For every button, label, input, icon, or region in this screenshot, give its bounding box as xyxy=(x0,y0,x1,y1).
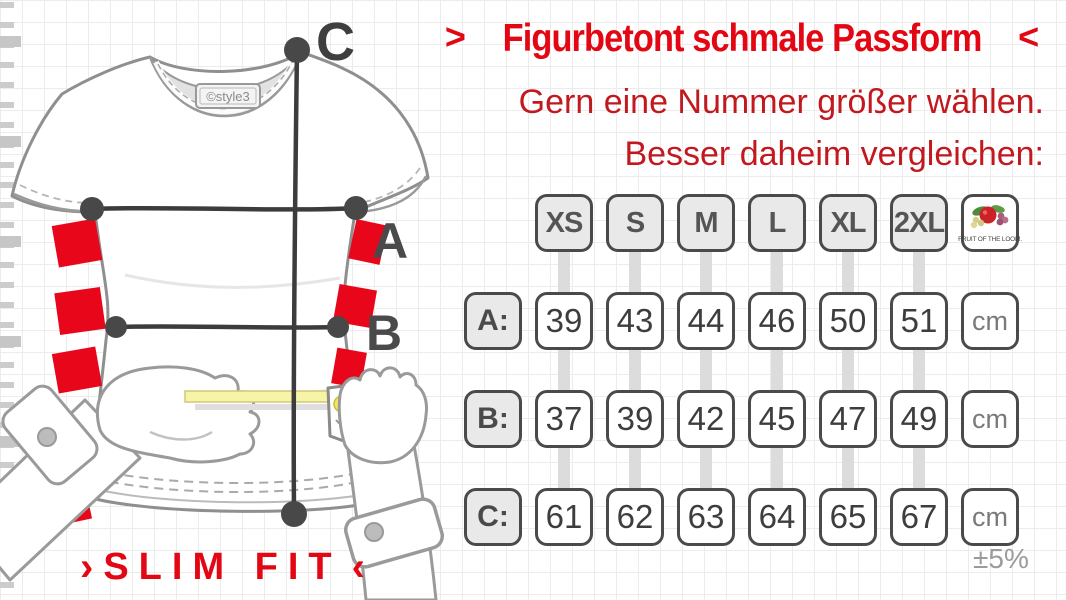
page-title xyxy=(420,16,1064,61)
cell-c-2xl: 67 xyxy=(890,488,948,546)
measure-label-c: C xyxy=(316,12,355,72)
cell-b-l: 45 xyxy=(748,390,806,448)
slim-fit-chevron-right: ‹ xyxy=(351,545,365,589)
dot-a-right xyxy=(344,196,368,220)
fruit-of-the-loom-logo xyxy=(958,194,1022,252)
unit-c: cm xyxy=(961,488,1019,546)
size-header-2xl: 2XL xyxy=(890,194,948,252)
column-connector xyxy=(771,223,783,517)
size-header-s: S xyxy=(606,194,664,252)
cell-a-xs: 39 xyxy=(535,292,593,350)
fruit-logo-text: FRUIT OF THE LOOM. xyxy=(958,236,1022,243)
cell-a-2xl: 51 xyxy=(890,292,948,350)
left-fist xyxy=(97,367,259,462)
cell-c-l: 64 xyxy=(748,488,806,546)
right-fist xyxy=(339,368,426,463)
cell-b-m: 42 xyxy=(677,390,735,448)
left-cuff-button xyxy=(38,428,56,446)
row-label-a: A: xyxy=(464,292,522,350)
unit-a: cm xyxy=(961,292,1019,350)
red-marker xyxy=(52,346,102,393)
subheading-line1: Gern eine Nummer größer wählen. xyxy=(518,83,1044,121)
cell-c-xs: 61 xyxy=(535,488,593,546)
cell-a-l: 46 xyxy=(748,292,806,350)
red-marker xyxy=(52,218,103,267)
row-label-c: C: xyxy=(464,488,522,546)
slim-fit-chevron-left: › xyxy=(80,545,94,589)
cell-a-s: 43 xyxy=(606,292,664,350)
size-table xyxy=(464,194,1022,546)
cell-b-xl: 47 xyxy=(819,390,877,448)
tape-strip xyxy=(185,391,345,402)
dot-b-right xyxy=(327,316,349,338)
title-chevron-left: > xyxy=(444,16,466,57)
cell-b-2xl: 49 xyxy=(890,390,948,448)
collar-tag-text: ©style3 xyxy=(206,89,250,104)
table-corner-empty xyxy=(464,194,522,252)
cell-a-xl: 50 xyxy=(819,292,877,350)
measure-line-b xyxy=(116,326,338,327)
cell-c-xl: 65 xyxy=(819,488,877,546)
measure-label-b: B xyxy=(366,305,403,361)
column-connector xyxy=(629,223,641,517)
cell-a-m: 44 xyxy=(677,292,735,350)
column-connector xyxy=(842,223,854,517)
column-connector xyxy=(700,223,712,517)
unit-b: cm xyxy=(961,390,1019,448)
size-header-xs: XS xyxy=(535,194,593,252)
dot-c-top xyxy=(284,37,310,63)
subheading-line2: Besser daheim vergleichen: xyxy=(624,135,1044,173)
measure-label-a: A xyxy=(372,213,409,269)
column-connector xyxy=(913,223,925,517)
cell-c-m: 63 xyxy=(677,488,735,546)
row-label-b: B: xyxy=(464,390,522,448)
cell-b-s: 39 xyxy=(606,390,664,448)
slim-fit-text: SLIM FIT xyxy=(103,546,342,588)
tolerance-note: ±5% xyxy=(973,543,1029,574)
dot-b-left xyxy=(105,316,127,338)
size-header-xl: XL xyxy=(819,194,877,252)
title-text: Figurbetont schmale Passform xyxy=(502,17,982,60)
dot-a-left xyxy=(80,197,104,221)
size-header-l: L xyxy=(748,194,806,252)
slim-fit-label xyxy=(80,545,365,590)
cell-c-s: 62 xyxy=(606,488,664,546)
dot-c-bottom xyxy=(281,501,307,527)
fruit-logo-icon xyxy=(968,203,1012,235)
subheading xyxy=(420,76,1044,180)
tshirt-measurement-illustration xyxy=(0,0,460,600)
size-header-m: M xyxy=(677,194,735,252)
column-connector xyxy=(558,223,570,517)
title-chevron-right: < xyxy=(1018,16,1040,57)
red-marker xyxy=(54,287,105,335)
cell-b-xs: 37 xyxy=(535,390,593,448)
right-cuff-button xyxy=(365,523,383,541)
measure-line-a xyxy=(92,208,356,209)
